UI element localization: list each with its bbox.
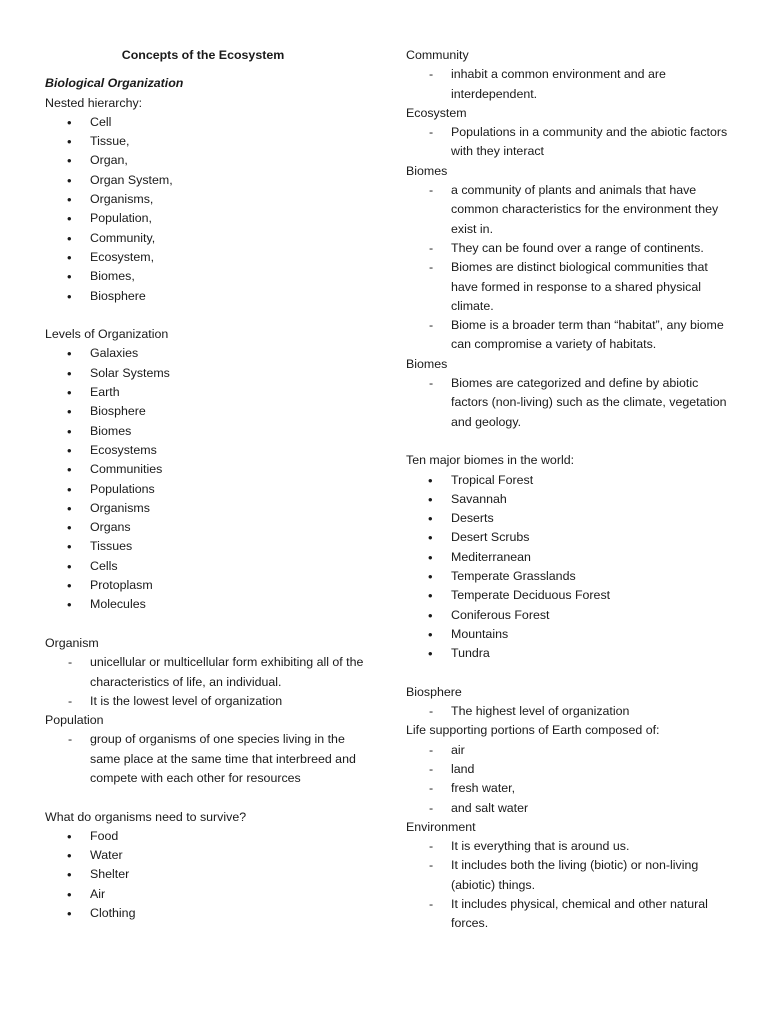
list-item: • Clothing — [45, 904, 375, 923]
list-item: - Biomes are categorized and define by abiotic factors (non-living) such as the climate, vegetation and geology. — [406, 374, 736, 432]
list-item: - The highest level of organization — [406, 702, 736, 721]
list-item: • Ecosystems — [45, 441, 375, 460]
list-item: • Savannah — [406, 490, 736, 509]
ten-major-biomes-list — [406, 471, 736, 664]
biomes-list-2 — [406, 374, 736, 432]
levels-of-organization-list — [45, 344, 375, 614]
list-item: - group of organisms of one species living in the same place at the same time that interbreed and compete with each other for resources — [45, 730, 375, 788]
biomes-heading-2: Biomes — [406, 356, 448, 371]
list-item: • Tissues — [45, 537, 375, 556]
list-item: • Organisms, — [45, 190, 375, 209]
list-item: • Cells — [45, 557, 375, 576]
environment-list — [406, 837, 736, 933]
list-item: - land — [406, 760, 736, 779]
list-item: - Populations in a community and the abiotic factors with they interact — [406, 123, 736, 162]
list-item: - fresh water, — [406, 779, 736, 798]
list-item: • Mountains — [406, 625, 736, 644]
list-item: - Biomes are distinct biological communities that have formed in response to a shared physical climate. — [406, 258, 736, 316]
biomes-heading: Biomes — [406, 163, 448, 178]
list-item: • Populations — [45, 480, 375, 499]
list-item: • Air — [45, 885, 375, 904]
list-item: • Organs — [45, 518, 375, 537]
biosphere-list — [406, 702, 736, 721]
list-item: • Biomes — [45, 422, 375, 441]
list-item: • Organ, — [45, 151, 375, 170]
nested-hierarchy-label: Nested hierarchy: — [45, 95, 143, 110]
biomes-list — [406, 181, 736, 355]
list-item: • Tundra — [406, 644, 736, 663]
population-list — [45, 730, 375, 788]
list-item: • Biomes, — [45, 267, 375, 286]
list-item: • Population, — [45, 209, 375, 228]
ecosystem-list — [406, 123, 736, 162]
list-item: • Food — [45, 827, 375, 846]
population-heading: Population — [45, 713, 104, 728]
list-item: - a community of plants and animals that have common characteristics for the environment they exist in. — [406, 181, 736, 239]
list-item: - It is the lowest level of organization — [45, 692, 375, 711]
biosphere-heading: Biosphere — [406, 684, 462, 699]
organism-list — [45, 653, 375, 711]
list-item: - They can be found over a range of continents. — [406, 239, 736, 258]
list-item: - It includes both the living (biotic) or non-living (abiotic) things. — [406, 856, 736, 895]
list-item: • Deserts — [406, 509, 736, 528]
list-item: • Community, — [45, 229, 375, 248]
community-heading: Community — [406, 48, 469, 62]
list-item: • Desert Scrubs — [406, 528, 736, 547]
list-item: - and salt water — [406, 799, 736, 818]
list-item: • Water — [45, 846, 375, 865]
list-item: - Biome is a broader term than “habitat”, any biome can compromise a variety of habitats. — [406, 316, 736, 355]
list-item: • Protoplasm — [45, 576, 375, 595]
list-item: • Tropical Forest — [406, 471, 736, 490]
list-item: • Biosphere — [45, 402, 375, 421]
list-item: - unicellular or multicellular form exhibiting all of the characteristics of life, an individual. — [45, 653, 375, 692]
life-supporting-list — [406, 741, 736, 818]
ten-major-biomes-heading: Ten major biomes in the world: — [406, 453, 575, 468]
list-item: • Temperate Deciduous Forest — [406, 586, 736, 605]
list-item: • Mediterranean — [406, 548, 736, 567]
nested-hierarchy-list — [45, 113, 375, 306]
list-item: • Temperate Grasslands — [406, 567, 736, 586]
survival-needs-list — [45, 827, 375, 923]
organism-heading: Organism — [45, 635, 99, 650]
list-item: • Organ System, — [45, 171, 375, 190]
list-item: - inhabit a common environment and are interdependent. — [406, 65, 736, 104]
survival-needs-heading: What do organisms need to survive? — [45, 809, 247, 824]
environment-heading: Environment — [406, 819, 476, 834]
list-item: • Cell — [45, 113, 375, 132]
ecosystem-heading: Ecosystem — [406, 105, 467, 120]
list-item: • Ecosystem, — [45, 248, 375, 267]
levels-of-organization-label: Levels of Organization — [45, 327, 169, 342]
list-item: • Organisms — [45, 499, 375, 518]
list-item: - It is everything that is around us. — [406, 837, 736, 856]
list-item: • Molecules — [45, 595, 375, 614]
list-item: • Coniferous Forest — [406, 606, 736, 625]
list-item: • Earth — [45, 383, 375, 402]
list-item: - It includes physical, chemical and other natural forces. — [406, 895, 736, 934]
list-item: • Solar Systems — [45, 364, 375, 383]
page-title: Concepts of the Ecosystem — [121, 48, 285, 62]
list-item: • Galaxies — [45, 344, 375, 363]
list-item: • Biosphere — [45, 287, 375, 306]
left-column — [45, 46, 375, 923]
community-list — [406, 65, 736, 104]
list-item: • Shelter — [45, 865, 375, 884]
life-supporting-heading: Life supporting portions of Earth composed of: — [406, 723, 660, 738]
list-item: - air — [406, 741, 736, 760]
list-item: • Tissue, — [45, 132, 375, 151]
list-item: • Communities — [45, 460, 375, 479]
right-column — [406, 46, 736, 934]
biological-organization-heading: Biological Organization — [45, 76, 184, 91]
